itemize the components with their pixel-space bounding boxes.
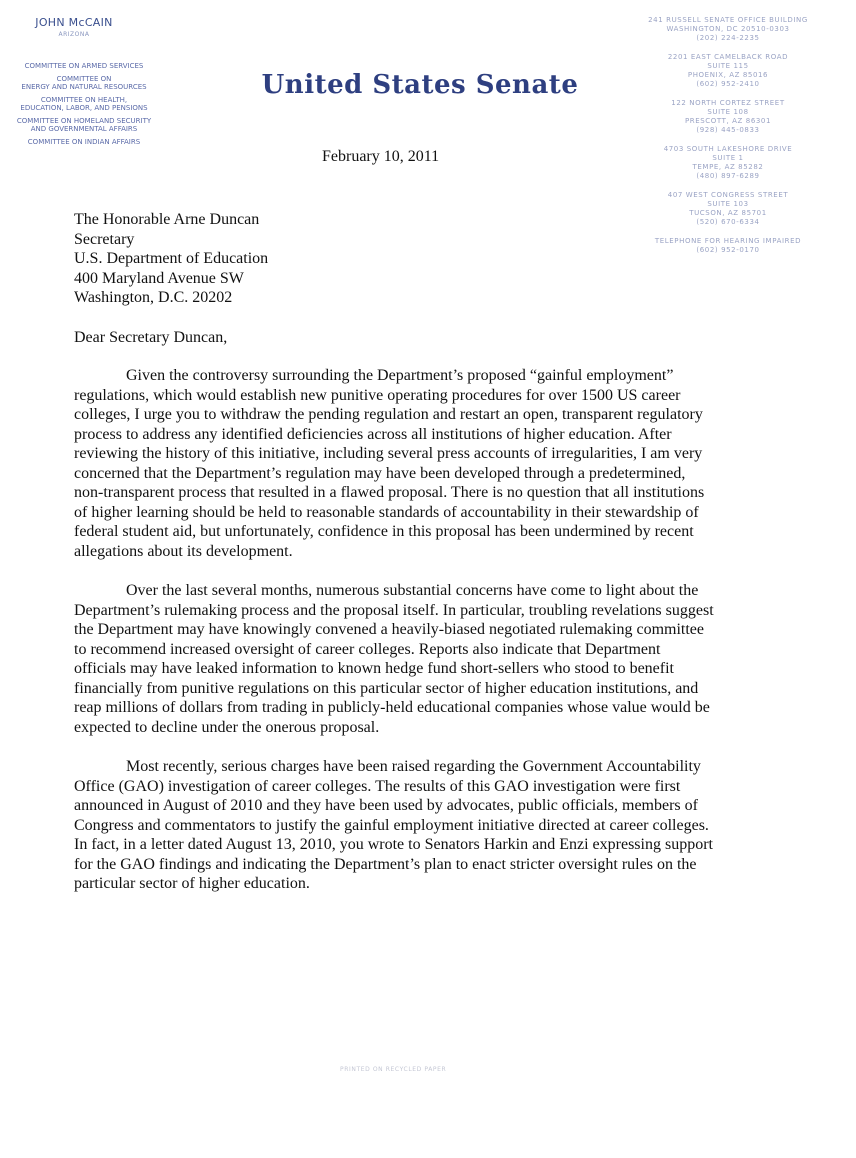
office-address: 241 RUSSELL SENATE OFFICE BUILDING WASHINGTON, DC 20510-0303 (202) 224-2235: [648, 16, 808, 42]
committee-list: [0, 62, 168, 151]
letter-date: February 10, 2011: [322, 148, 440, 165]
body-paragraph: Over the last several months, numerous substantial concerns have come to light about the Department’s rulemaking process and the proposal itself. In particular, troubling revelations suggest the Department may have knowingly convened a heavily-biased negotiated rulemaking committee to recommend increased oversight of career colleges. Reports also indicate that Department officials may have leaked information to known hedge fund short-sellers who stood to benefit financially from punitive regulations on this particular sector of higher education institutions, and reap millions of dollars from trading in publicly-held educational companies whose value would be expected to decline under the onerous proposal.: [74, 582, 714, 736]
recipient-line: The Honorable Arne Duncan: [74, 211, 260, 228]
body-paragraph: Given the controversy surrounding the Department’s proposed “gainful employment” regulations, which would establish new punitive operating procedures for over 1500 US career colleges, I urge you to withdraw the pending regulation and restart an open, transparent regulatory process to address any identified deficiencies across all institutions of higher education. After reviewing the history of this initiative, including several press accounts of irregularities, I am very concerned that the Department’s regulation may have been developed through a predetermined, non-transparent process that resulted in a flawed proposal. There is no question that all institutions of higher learning should be held to reasonable standards of accountability in their stewardship of federal student aid, but unfortunately, confidence in this proposal has been undermined by recent allegations about its development.: [74, 367, 705, 560]
senator-block: [22, 16, 126, 38]
recipient-block: [74, 210, 268, 308]
office-address: TELEPHONE FOR HEARING IMPAIRED (602) 952-0170: [654, 237, 802, 254]
committee-item: COMMITTEE ON INDIAN AFFAIRS: [27, 138, 141, 146]
senator-name: JOHN McCAIN: [35, 16, 113, 29]
letterhead-title: United States Senate: [261, 70, 579, 100]
recipient-line: Washington, D.C. 20202: [74, 289, 233, 306]
office-address: 2201 EAST CAMELBACK ROAD SUITE 115 PHOENIX, AZ 85016 (602) 952-2410: [667, 53, 789, 88]
office-address: 122 NORTH CORTEZ STREET SUITE 108 PRESCOTT, AZ 86301 (928) 445-0833: [671, 99, 785, 134]
salutation: Dear Secretary Duncan,: [74, 329, 228, 346]
committee-item: COMMITTEE ON ARMED SERVICES: [24, 62, 144, 70]
committee-item: COMMITTEE ON HOMELAND SECURITY AND GOVERNMENTAL AFFAIRS: [16, 117, 152, 133]
office-address: 407 WEST CONGRESS STREET SUITE 103 TUCSON, AZ 85701 (520) 670-6334: [667, 191, 789, 226]
committee-item: COMMITTEE ON ENERGY AND NATURAL RESOURCES: [21, 75, 147, 91]
committee-item: COMMITTEE ON HEALTH, EDUCATION, LABOR, AND PENSIONS: [20, 96, 148, 112]
office-addresses: [620, 16, 836, 265]
senator-state: ARIZONA: [58, 31, 90, 38]
recipient-line: 400 Maryland Avenue SW: [74, 269, 244, 287]
recipient-line: U.S. Department of Education: [74, 250, 269, 267]
body-paragraph: Most recently, serious charges have been raised regarding the Government Accountability Office (GAO) investigation of career colleges. The results of this GAO investigation were first announced in August of 2010 and they have been used by advocates, public officials, members of Congress and commentators to justify the gainful employment initiative directed at career colleges. In fact, in a letter dated August 13, 2010, you wrote to Senators Harkin and Enzi expressing support for the GAO findings and indicating the Department’s plan to enact stricter oversight rules on the particular sector of higher education.: [74, 758, 713, 892]
letter-body: [74, 366, 714, 914]
recipient-line: Secretary: [74, 230, 135, 248]
recycled-paper-note: PRINTED ON RECYCLED PAPER: [340, 1066, 447, 1073]
office-address: 4703 SOUTH LAKESHORE DRIVE SUITE 1 TEMPE, AZ 85282 (480) 897-6289: [663, 145, 793, 180]
